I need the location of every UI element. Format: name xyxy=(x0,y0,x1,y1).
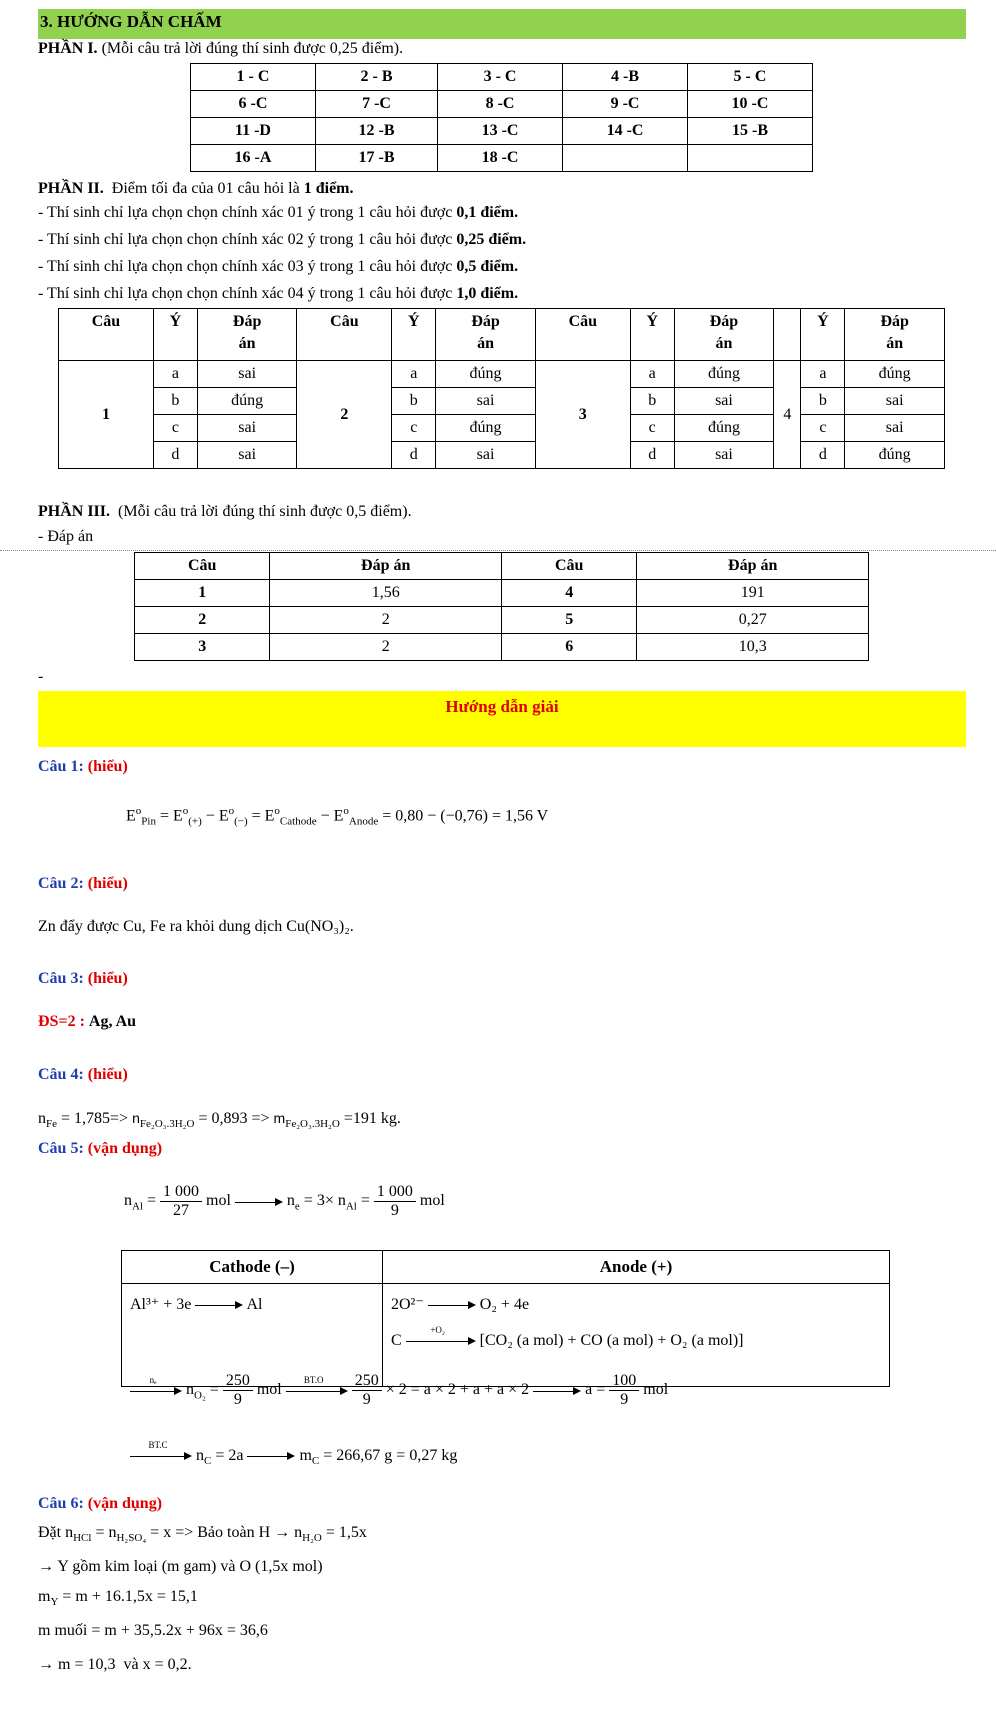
part2-rule-3: - Thí sinh chỉ lựa chọn chọn chính xác 03 ý trong 1 câu hỏi được 0,5 điểm. xyxy=(38,258,519,275)
table-row xyxy=(59,361,945,388)
table-cell: 6 xyxy=(501,634,636,661)
cathode-cell: Al³⁺ + 3e Al xyxy=(122,1284,383,1387)
item-answer: sai xyxy=(845,388,945,415)
arrow-icon xyxy=(428,1299,476,1311)
table-header-cell: Câu xyxy=(135,553,270,580)
q5-equation-2: nₑ $n_{O_2}$ = $\frac{250}{9}$ mol BT.O $\frac{250}{9}$ × 2 = a × 2 + a + a × 2 a = $\frac{100}{9}$ mol xyxy=(130,1372,668,1409)
divider xyxy=(0,550,996,551)
header-text: án xyxy=(886,335,904,352)
anode-cell: 2O²⁻ O₂ + 4e C +O₂ [CO₂ (a mol) + CO (a mol) + O₂ (a mol)] xyxy=(383,1284,890,1387)
table-cell: 7 -C xyxy=(315,91,437,118)
q6-line-5: → m = 10,3 và x = 0,2. xyxy=(38,1656,192,1673)
item-letter: b xyxy=(630,388,674,415)
q1-equation: $E^o_{Pin} = E^o_{(+)} - E^o_{(-)} = E^o_{Cathode} - E^o_{Anode} = 0,80 - (-0,76) = 1,56$ V xyxy=(126,805,549,828)
table-cell: 18 -C xyxy=(438,145,563,172)
item-answer: đúng xyxy=(436,415,536,442)
table-row xyxy=(135,607,869,634)
header-cau: Câu xyxy=(535,309,630,361)
q3-heading: Câu 3: (hiểu) xyxy=(38,970,128,987)
item-answer: đúng xyxy=(436,361,536,388)
table-cell: 6 -C xyxy=(191,91,316,118)
item-letter: d xyxy=(630,442,674,469)
table-cell: 1 - C xyxy=(191,64,316,91)
table-row xyxy=(59,442,945,469)
part3-heading: PHẦN III. (Mỗi câu trả lời đúng thí sinh được 0,5 điểm). xyxy=(38,503,412,520)
table-cell: 1,56 xyxy=(270,580,502,607)
item-letter: d xyxy=(801,442,845,469)
table-cell: 13 -C xyxy=(438,118,563,145)
question-number: 2 xyxy=(297,361,392,469)
table-cell: 5 xyxy=(501,607,636,634)
item-letter: b xyxy=(153,388,197,415)
arrow-icon: BT.O xyxy=(286,1385,348,1397)
arrow-icon: +O₂ xyxy=(406,1335,476,1347)
part1-answer-table xyxy=(190,63,813,172)
part3-answer-table xyxy=(134,552,869,661)
table-header-cell: Câu xyxy=(501,553,636,580)
item-answer: sai xyxy=(436,388,536,415)
item-answer: đúng xyxy=(197,388,297,415)
table-cell: 191 xyxy=(637,580,869,607)
item-letter: d xyxy=(392,442,436,469)
header-text: Đáp xyxy=(471,313,500,330)
header-dap-an xyxy=(674,309,774,361)
table-cell xyxy=(688,145,813,172)
item-letter: c xyxy=(630,415,674,442)
table-row xyxy=(191,91,813,118)
table-cell: 14 -C xyxy=(563,118,688,145)
table-cell: 9 -C xyxy=(563,91,688,118)
q4-equation: $n_{Fe} = 1,785=> n_{Fe_2O_3.3H_2O} = 0,893 => m_{Fe_2O_3.3H_2O} =191$ kg. xyxy=(38,1110,401,1131)
header-dap-an xyxy=(197,309,297,361)
q6-line-4: m muối = m + 35,5.2x + 96x = 36,6 xyxy=(38,1622,268,1639)
header-y: Ý xyxy=(392,309,436,361)
table-cell: 3 - C xyxy=(438,64,563,91)
item-answer: sai xyxy=(197,415,297,442)
header-y: Ý xyxy=(801,309,845,361)
electrolysis-table xyxy=(121,1250,890,1387)
table-cell: 10,3 xyxy=(637,634,869,661)
header-cau: Câu xyxy=(297,309,392,361)
item-letter: c xyxy=(153,415,197,442)
table-row xyxy=(135,634,869,661)
header-text: án xyxy=(715,335,733,352)
guide-banner xyxy=(38,691,966,747)
table-cell: 5 - C xyxy=(688,64,813,91)
table-cell: 11 -D xyxy=(191,118,316,145)
table-cell: 1 xyxy=(135,580,270,607)
table-cell: 4 -B xyxy=(563,64,688,91)
header-y: Ý xyxy=(630,309,674,361)
item-letter: b xyxy=(392,388,436,415)
table-cell: 16 -A xyxy=(191,145,316,172)
item-letter: a xyxy=(630,361,674,388)
table-cell: 15 -B xyxy=(688,118,813,145)
arrow-icon xyxy=(533,1385,581,1397)
q5-equation-3: BT.C $n_C = 2a$ $m_C = 266,67$ g = 0,27 kg xyxy=(130,1447,457,1467)
q5-equation-1: $n_{Al}$ = $\frac{1 000}{27}$ mol $n_e = 3\times n_{Al}$ = $\frac{1 000}{9}$ mol xyxy=(124,1183,445,1219)
table-cell: 2 xyxy=(270,607,502,634)
table-cell: 2 xyxy=(270,634,502,661)
q6-heading: Câu 6: (vận dụng) xyxy=(38,1495,163,1512)
header-text: án xyxy=(477,335,494,352)
question-number: 1 xyxy=(59,361,154,469)
table-row xyxy=(191,64,813,91)
item-answer: đúng xyxy=(674,361,774,388)
table-cell: 10 -C xyxy=(688,91,813,118)
table-header-row xyxy=(59,309,945,361)
part2-heading: PHẦN II. Điểm tối đa của 01 câu hỏi là 1 điểm. xyxy=(38,180,354,197)
dash-mark: - xyxy=(38,668,44,685)
table-header-cell: Đáp án xyxy=(637,553,869,580)
header-cau xyxy=(774,309,801,361)
q6-line-1: Đặt $n_{HCl} = n_{H_2SO_4} = x$ => Bảo toàn $H \to n_{H_2O} = 1,5x$ xyxy=(38,1524,367,1545)
question-number: 4 xyxy=(774,361,801,469)
part2-rule-2: - Thí sinh chỉ lựa chọn chọn chính xác 02 ý trong 1 câu hỏi được 0,25 điểm. xyxy=(38,231,527,248)
q2-heading: Câu 2: (hiểu) xyxy=(38,875,128,892)
table-cell xyxy=(563,145,688,172)
table-row xyxy=(59,415,945,442)
q6-line-2: → Y gồm kim loại (m gam) và O (1,5x mol) xyxy=(38,1558,323,1575)
table-header-cell: Đáp án xyxy=(270,553,502,580)
header-y: Ý xyxy=(153,309,197,361)
item-answer: sai xyxy=(197,442,297,469)
q1-heading: Câu 1: (hiểu) xyxy=(38,758,128,775)
table-row xyxy=(191,118,813,145)
part1-heading: PHẦN I. (Mỗi câu trả lời đúng thí sinh được 0,25 điểm). xyxy=(38,40,404,57)
table-cell: 2 - B xyxy=(315,64,437,91)
q3-answer: ĐS=2 : Ag, Au xyxy=(38,1013,137,1030)
item-answer: sai xyxy=(197,361,297,388)
item-answer: sai xyxy=(674,388,774,415)
anode-header: Anode (+) xyxy=(383,1251,890,1284)
cathode-header: Cathode (–) xyxy=(122,1251,383,1284)
q4-heading: Câu 4: (hiểu) xyxy=(38,1066,128,1083)
answer-label: - Đáp án xyxy=(38,528,94,545)
item-letter: d xyxy=(153,442,197,469)
table-row xyxy=(59,388,945,415)
header-dap-an xyxy=(436,309,536,361)
arrow-icon xyxy=(235,1196,283,1208)
item-letter: a xyxy=(153,361,197,388)
item-answer: sai xyxy=(436,442,536,469)
arrow-icon xyxy=(195,1299,243,1311)
header-text: án xyxy=(238,335,256,352)
table-cell: 2 xyxy=(135,607,270,634)
item-answer: đúng xyxy=(674,415,774,442)
section-title: 3. HƯỚNG DẪN CHẤM xyxy=(40,12,222,31)
table-cell: 4 xyxy=(501,580,636,607)
item-letter: a xyxy=(801,361,845,388)
item-answer: sai xyxy=(674,442,774,469)
item-letter: c xyxy=(801,415,845,442)
header-dap-an xyxy=(845,309,945,361)
header-text: Đáp xyxy=(232,313,262,330)
table-header-row xyxy=(135,553,869,580)
table-cell: 12 -B xyxy=(315,118,437,145)
item-letter: b xyxy=(801,388,845,415)
header-text: Đáp xyxy=(880,313,909,330)
item-answer: sai xyxy=(845,415,945,442)
item-letter: c xyxy=(392,415,436,442)
arrow-icon: BT.C xyxy=(130,1450,192,1462)
arrow-icon: nₑ xyxy=(130,1385,182,1397)
table-cell: 17 -B xyxy=(315,145,437,172)
arrow-icon xyxy=(247,1450,295,1462)
header-text: Đáp xyxy=(709,313,739,330)
item-answer: đúng xyxy=(845,442,945,469)
q2-text: Zn đẩy được Cu, Fe ra khỏi dung dịch Cu(NO₃)₂. xyxy=(38,918,354,935)
table-cell: 3 xyxy=(135,634,270,661)
table-row xyxy=(135,580,869,607)
part2-rule-1: - Thí sinh chỉ lựa chọn chọn chính xác 01 ý trong 1 câu hỏi được 0,1 điểm. xyxy=(38,204,519,221)
table-cell: 8 -C xyxy=(438,91,563,118)
table-row xyxy=(191,145,813,172)
q5-heading: Câu 5: (vận dụng) xyxy=(38,1140,163,1157)
header-cau: Câu xyxy=(59,309,154,361)
question-number: 3 xyxy=(535,361,630,469)
section-header xyxy=(38,9,966,39)
q6-line-3: $m_Y = m + 16.1,5x = 15,1$ xyxy=(38,1588,198,1609)
part2-answer-table xyxy=(58,308,945,469)
item-answer: đúng xyxy=(845,361,945,388)
item-letter: a xyxy=(392,361,436,388)
part2-rule-4: - Thí sinh chỉ lựa chọn chọn chính xác 04 ý trong 1 câu hỏi được 1,0 điểm. xyxy=(38,285,519,302)
guide-title: Hướng dẫn giải xyxy=(445,697,559,716)
table-cell: 0,27 xyxy=(637,607,869,634)
